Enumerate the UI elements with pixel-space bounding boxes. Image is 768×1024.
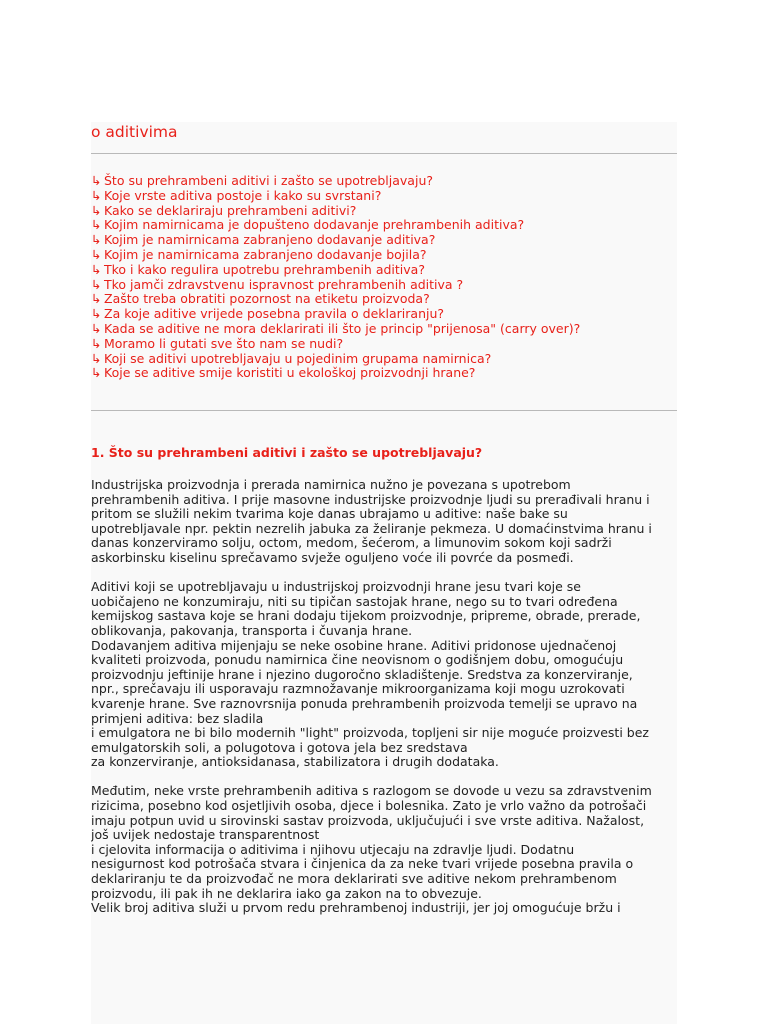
text-line: nesigurnost kod potrošača stvara i činjenica da za neke tvari vrijede posebna pravila o (91, 856, 634, 872)
text-line: oblikovanja, pakovanja, transporta i čuvanja hrane. (91, 622, 413, 638)
toc-arrow-icon: ↳ (91, 365, 102, 381)
text-line: imaju potpun uvid u sirovinski sastav proizvoda, uključujući i sve vrste aditiva. Nažalost, (91, 812, 645, 828)
text-line: npr., sprečavaju ili usporavaju razmnožavanje mikroorganizama koji mogu uzrokovati (91, 681, 625, 697)
text-line: emulgatorskih soli, a polugotova i gotova jela bez sredstava (91, 739, 468, 755)
toc-link[interactable]: Tko i kako regulira upotrebu prehrambenih aditiva? (104, 261, 425, 277)
section-heading: 1. Što su prehrambeni aditivi i zašto se upotrebljavaju? (91, 445, 483, 460)
toc-item[interactable] (91, 352, 677, 367)
toc-link[interactable]: Koje se aditive smije koristiti u ekološkoj proizvodnji hrane? (104, 365, 476, 381)
toc-arrow-icon: ↳ (91, 350, 102, 366)
text-line: Industrijska proizvodnja i prerada namirnica nužno je povezana s upotrebom (91, 477, 571, 492)
text-line: i cjelovita informacija o aditivima i njihovu utjecaju na zdravlje ljudi. Dodatnu (91, 841, 575, 857)
text-line: i emulgatora ne bi bilo modernih "light" proizvoda, topljeni sir nije moguće proizvesti bez (91, 725, 649, 741)
text-line: proizvodnju jeftinije hrane i njezino dugoročno skladištenje. Sredstva za konzerviranje, (91, 666, 633, 682)
toc-link[interactable]: Zašto treba obratiti pozornost na etiketu proizvoda? (104, 291, 430, 307)
text-line: primjeni aditiva: bez sladila (91, 710, 264, 726)
text-line: prehrambenih aditiva. I prije masovne industrijske proizvodnje ljudi su prerađivali hranu i (91, 491, 650, 507)
toc-link[interactable]: Koji se aditivi upotrebljavaju u pojedinim grupama namirnica? (104, 350, 492, 366)
text-line: Aditivi koji se upotrebljavaju u industrijskoj proizvodnji hrane jesu tvari koje se (91, 579, 581, 595)
text-line: Dodavanjem aditiva mijenjaju se neke osobine hrane. Aditivi pridonose ujednačenoj (91, 637, 617, 653)
toc-item[interactable] (91, 174, 677, 189)
toc-link[interactable]: Za koje aditive vrijede posebna pravila o deklariranju? (104, 306, 445, 322)
toc-arrow-icon: ↳ (91, 306, 102, 322)
text-line: upotrebljavale npr. pektin nezrelih jabuka za želiranje pekmeza. U domaćinstvima hranu i (91, 520, 652, 536)
paragraph-gap (91, 770, 677, 785)
text-line: danas konzerviramo solju, octom, medom, šećerom, a limunovim sokom koji sadrži (91, 535, 612, 551)
toc-item[interactable] (91, 292, 677, 307)
toc-item[interactable] (91, 322, 677, 337)
toc-link[interactable]: Kako se deklariraju prehrambeni aditivi? (104, 202, 357, 218)
toc-item[interactable] (91, 307, 677, 322)
toc-item[interactable] (91, 204, 677, 219)
toc-arrow-icon: ↳ (91, 217, 102, 233)
text-line: proizvodu, ili pak ih ne deklarira iako ga zakon na to obvezuje. (91, 885, 482, 901)
text-line: uobičajeno ne konzumiraju, niti su tipičan sastojak hrane, nego su to tvari određena (91, 593, 618, 609)
text-line: askorbinsku kiselinu sprečavamo svježe oguljeno voće ili povrće da posmeđi. (91, 549, 574, 565)
text-line: kemijskog sastava koje se hrani dodaju tijekom proizvodnje, pripreme, obrade, prerade, (91, 608, 641, 624)
text-line: Međutim, neke vrste prehrambenih aditiva s razlogom se dovode u vezu sa zdravstvenim (91, 783, 652, 799)
toc-link[interactable]: Moramo li gutati sve što nam se nudi? (104, 335, 344, 351)
toc-item[interactable] (91, 263, 677, 278)
text-line: pritom se služili nekim tvarima koje danas ubrajamo u aditive: naše bake su (91, 506, 568, 522)
toc-item[interactable] (91, 189, 677, 204)
text-line: za konzerviranje, antioksidanasa, stabilizatora i drugih dodataka. (91, 754, 499, 770)
toc-link[interactable]: Koje vrste aditiva postoje i kako su svrstani? (104, 187, 382, 203)
toc-arrow-icon: ↳ (91, 276, 102, 292)
toc-item[interactable] (91, 248, 677, 263)
text-line: rizicima, posebno kod osjetljivih osoba, djece i bolesnika. Zato je vrlo važno da potrošači (91, 798, 647, 814)
toc-link[interactable]: Što su prehrambeni aditivi i zašto se upotrebljavaju? (104, 173, 433, 188)
toc-arrow-icon: ↳ (91, 187, 102, 203)
toc-link[interactable]: Kojim je namirnicama zabranjeno dodavanje bojila? (104, 246, 427, 262)
text-line: Velik broj aditiva služi u prvom redu prehrambenoj industriji, jer joj omogućuje bržu i (91, 900, 621, 916)
text-line: kvaliteti proizvoda, ponudu namirnica čine neovisnom o godišnjem dobu, omogućuju (91, 652, 624, 668)
table-of-contents (91, 174, 677, 381)
toc-arrow-icon: ↳ (91, 291, 102, 307)
section-body (91, 478, 677, 916)
toc-arrow-icon: ↳ (91, 173, 102, 188)
toc-divider (91, 410, 677, 411)
toc-item[interactable] (91, 366, 677, 381)
toc-item[interactable] (91, 233, 677, 248)
page-title: o aditivima (91, 123, 178, 141)
text-line: kvarenje hrane. Sve raznovrsnija ponuda prehrambenih proizvoda temelji se upravo na (91, 695, 638, 711)
toc-item[interactable] (91, 337, 677, 352)
toc-link[interactable]: Tko jamči zdravstvenu ispravnost prehrambenih aditiva ? (104, 276, 464, 292)
toc-link[interactable]: Kojim namirnicama je dopušteno dodavanje prehrambenih aditiva? (104, 217, 525, 233)
toc-arrow-icon: ↳ (91, 335, 102, 351)
toc-link[interactable]: Kada se aditive ne mora deklarirati ili što je princip "prijenosa" (carry over)? (104, 320, 581, 336)
toc-item[interactable] (91, 278, 677, 293)
toc-item[interactable] (91, 218, 677, 233)
toc-arrow-icon: ↳ (91, 261, 102, 277)
text-line: deklariranju te da proizvođač ne mora deklarirati sve aditive nekom prehrambenom (91, 871, 617, 887)
paragraph-gap (91, 566, 677, 581)
document-page (91, 122, 677, 1024)
toc-arrow-icon: ↳ (91, 246, 102, 262)
toc-arrow-icon: ↳ (91, 232, 102, 248)
toc-arrow-icon: ↳ (91, 320, 102, 336)
text-line: još uvijek nedostaje transparentnost (91, 827, 320, 843)
toc-link[interactable]: Kojim je namirnicama zabranjeno dodavanje aditiva? (104, 232, 436, 248)
title-divider (91, 153, 677, 154)
toc-arrow-icon: ↳ (91, 202, 102, 218)
